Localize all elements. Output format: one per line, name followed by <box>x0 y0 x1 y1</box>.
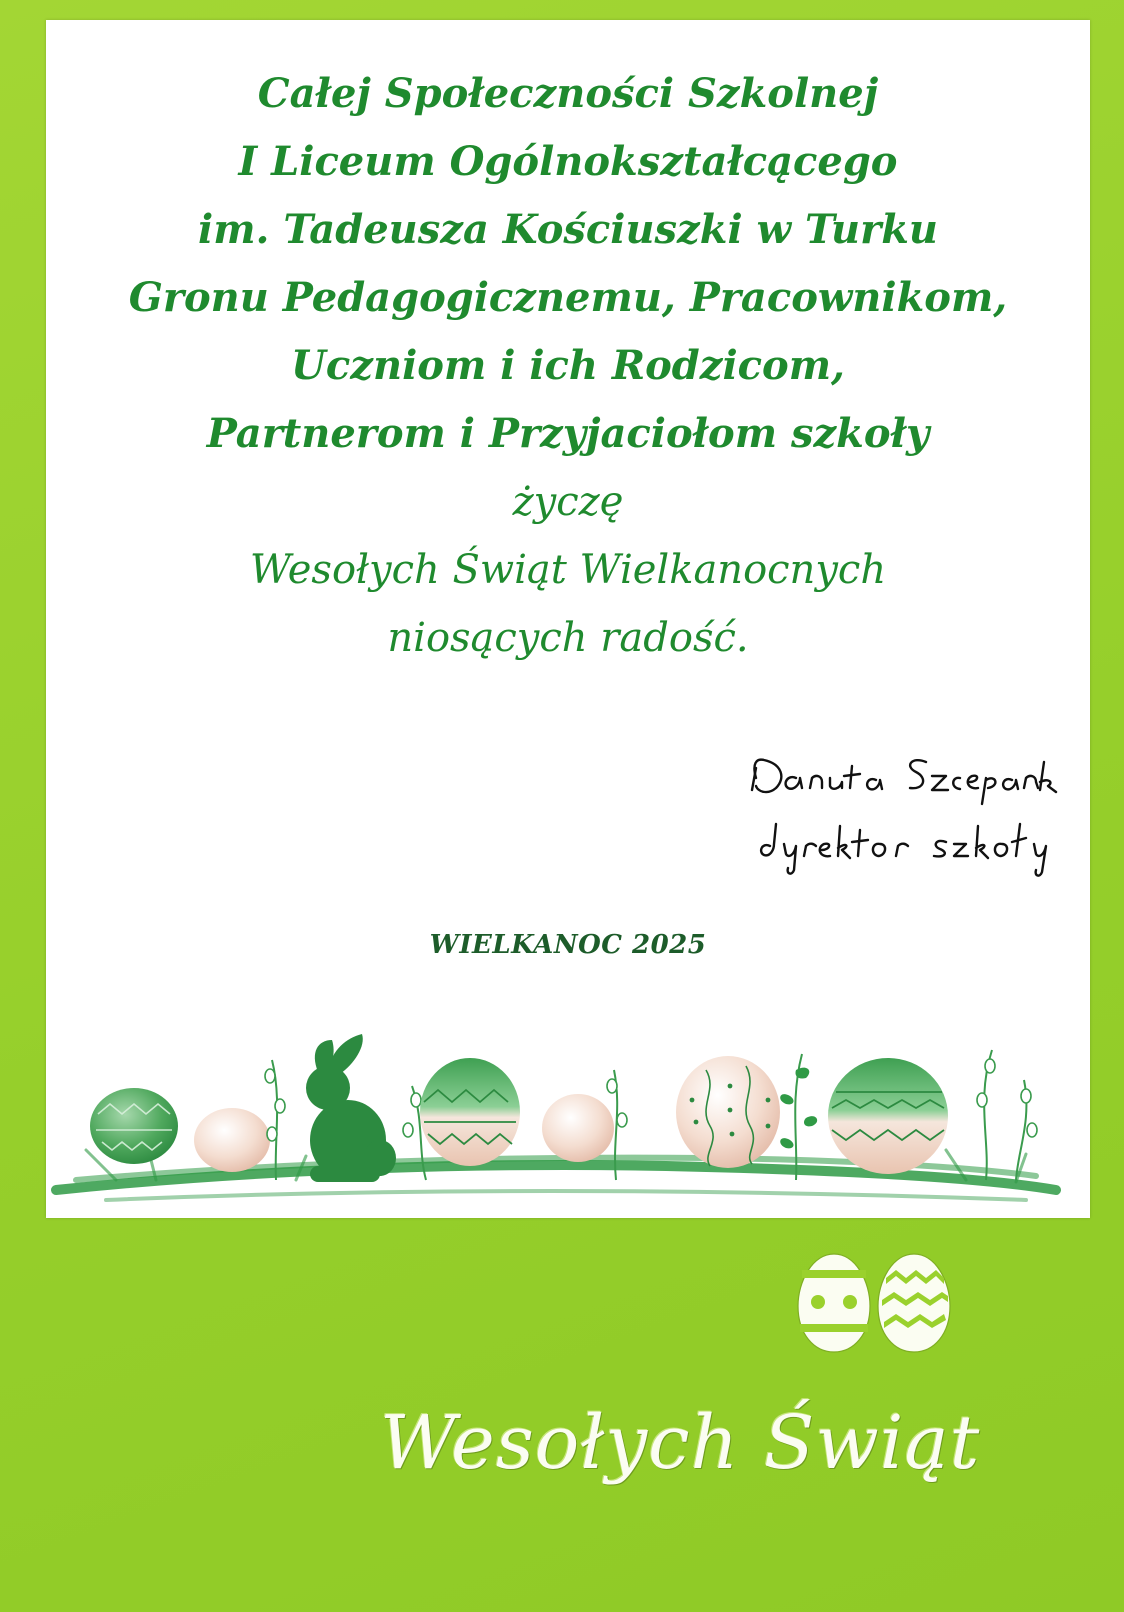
greeting-line-6: Partnerom i Przyjaciołom szkoły <box>206 410 930 457</box>
cover-title: Wesołych Świąt <box>380 1400 981 1486</box>
greeting-line-2: I Liceum Ogólnokształcącego <box>238 138 898 185</box>
greeting-line-7: życzę <box>512 479 624 525</box>
greeting-paper <box>46 20 1090 1218</box>
greeting-line-1: Całej Społeczności Szkolnej <box>257 70 879 117</box>
greeting-line-5: Uczniom i ich Rodzicom, <box>291 342 845 389</box>
greeting-line-8: Wesołych Świąt Wielkanocnych <box>249 547 887 593</box>
greeting-line-3: im. Tadeusza Kościuszki w Turku <box>198 206 938 253</box>
greeting-line-9: niosących radość. <box>387 615 749 661</box>
footer-date: WIELKANOC 2025 <box>429 930 707 960</box>
greeting-text <box>46 60 1090 672</box>
easter-eggs-bunny-border-icon <box>46 1030 1090 1218</box>
cutout-eggs-icon <box>790 1248 960 1358</box>
handwritten-signature <box>726 738 1066 878</box>
greeting-line-4: Gronu Pedagogicznemu, Pracownikom, <box>128 274 1008 321</box>
